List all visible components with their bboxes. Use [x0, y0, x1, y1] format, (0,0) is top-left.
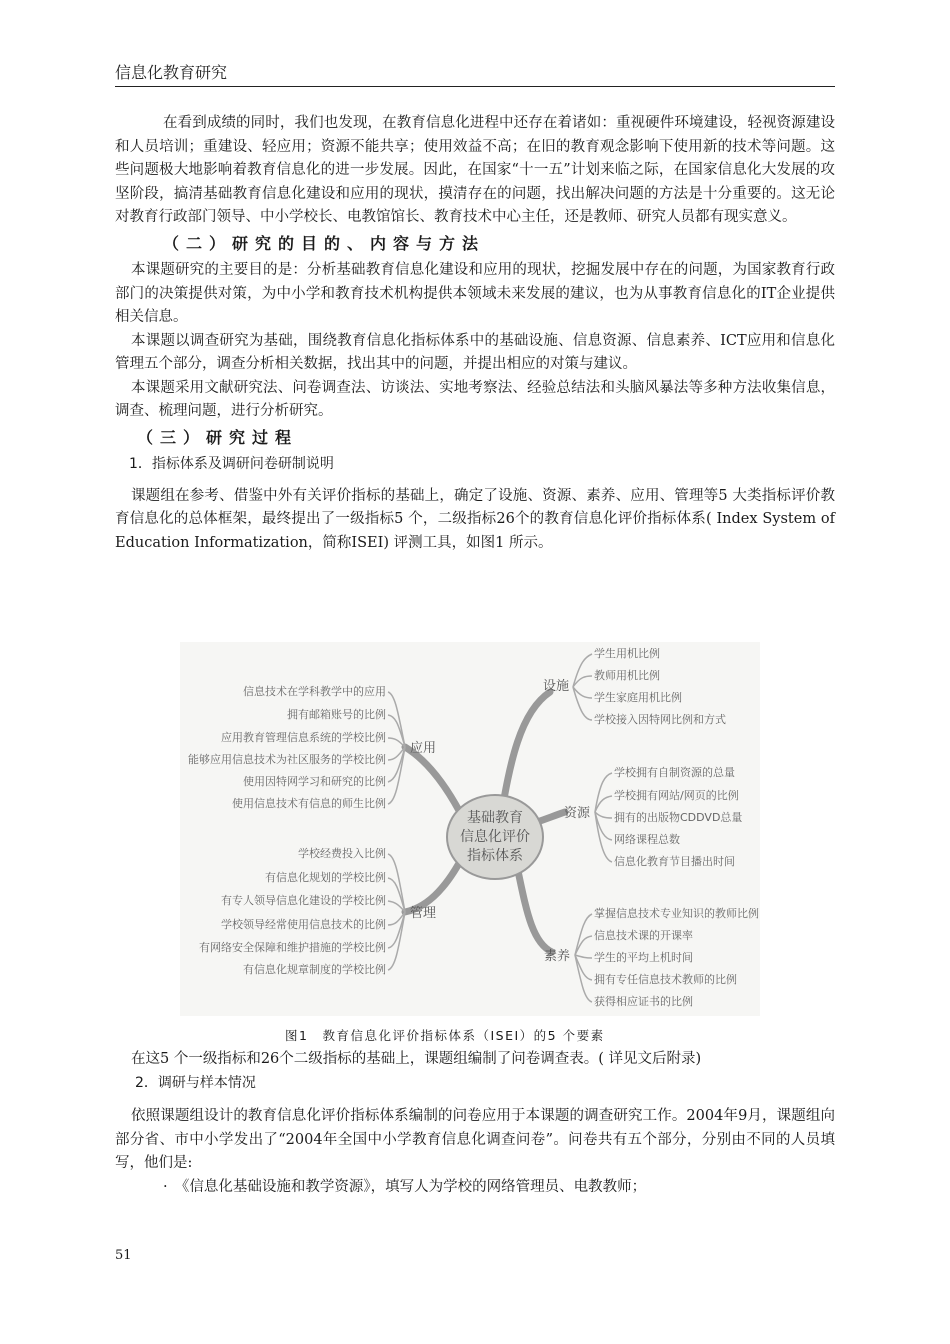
mindmap-item: 学生家庭用机比例 [594, 691, 682, 704]
mindmap-branch-label: 应用 [410, 741, 437, 756]
page-number: 51 [115, 1248, 132, 1263]
mindmap-branch-label: 素养 [544, 949, 571, 964]
mindmap-item: 能够应用信息技术为社区服务的学校比例 [188, 753, 386, 766]
paragraph: 在这5 个一级指标和26个二级指标的基础上，课题组编制了问卷调查表。( 详见文后附录) [131, 1051, 702, 1067]
mindmap-center-line: 指标体系 [467, 848, 523, 864]
mindmap-item: 学校接入因特网比例和方式 [594, 713, 726, 726]
mindmap-item: 掌握信息技术专业知识的教师比例 [594, 907, 759, 920]
paragraph: 本课题研究的主要目的是：分析基础教育信息化建设和应用的现状，挖掘发展中存在的问题，为国家教育行政部门的决策提供对策，为中小学和教育技术机构提供本领域未来发展的建议，也为从事教育信息化的IT企业提供相关信息。 [115, 262, 835, 325]
mindmap-item: 学校经费投入比例 [298, 847, 386, 860]
mindmap-item: 拥有专任信息技术教师的比例 [594, 973, 737, 986]
mindmap-center-line: 信息化评价 [460, 829, 530, 845]
mindmap-item: 学生的平均上机时间 [594, 951, 693, 964]
mindmap-item: 使用因特网学习和研究的比例 [243, 775, 386, 788]
figure-mindmap [180, 642, 760, 1016]
mindmap-item: 有信息化规划的学校比例 [265, 871, 386, 884]
running-header [115, 62, 835, 87]
paragraph: 本课题以调查研究为基础，围绕教育信息化指标体系中的基础设施、信息资源、信息素养、ICT应用和信息化管理五个部分，调查分析相关数据，找出其中的问题，并提出相应的对策与建议。 [115, 332, 835, 372]
paragraph: 课题组在参考、借鉴中外有关评价指标的基础上，确定了设施、资源、素养、应用、管理等5 大类指标评价教育信息化的总体框架，最终提出了一级指标5 个，二级指标26个的教育信息化评价指标体系( Index System of Education Informatization，简称ISEI) 评测工具，如图1 所示。 [115, 487, 835, 551]
mindmap-branch-label: 设施 [543, 679, 570, 694]
mindmap-item: 学校拥有自制资源的总量 [614, 766, 735, 779]
mindmap-item: 信息技术在学科教学中的应用 [243, 685, 386, 698]
body-text-continued [115, 1048, 835, 1199]
paragraph: 依照课题组设计的教育信息化评价指标体系编制的问卷应用于本课题的调查研究工作。2004年9月，课题组向部分省、市中小学发出了“2004年全国中小学教育信息化调查问卷”。问卷共有五个部分，分别由不同的人员填写，他们是: [115, 1108, 835, 1171]
subsection-heading: 1．指标体系及调研问卷研制说明 [129, 456, 334, 472]
figure-caption: 图1 教育信息化评价指标体系（ISEI）的5 个要素 [285, 1028, 605, 1043]
mindmap-item: 应用教育管理信息系统的学校比例 [221, 731, 386, 744]
mindmap-item: 学生用机比例 [594, 647, 660, 660]
subsection-heading: 2．调研与样本情况 [135, 1074, 256, 1091]
bullet-item: · 《信息化基础设施和教学资源》，填写人为学校的网络管理员、电教教师； [163, 1178, 647, 1195]
mindmap-item: 学校拥有网站/网页的比例 [614, 789, 739, 802]
mindmap-item: 学校领导经常使用信息技术的比例 [221, 918, 386, 931]
mindmap-item: 获得相应证书的比例 [594, 995, 693, 1008]
mindmap-item: 使用信息技术有信息的师生比例 [232, 797, 386, 810]
mindmap-item: 信息技术课的开课率 [594, 929, 693, 942]
mindmap-branch-label: 资源 [564, 806, 591, 821]
paragraph: 本课题采用文献研究法、问卷调查法、访谈法、实地考察法、经验总结法和头脑风暴法等多种方法收集信息，调查、梳理问题，进行分析研究。 [115, 379, 835, 419]
mindmap-item: 教师用机比例 [594, 669, 660, 682]
mindmap-item: 拥有邮箱账号的比例 [287, 708, 386, 721]
mindmap-item: 有信息化规章制度的学校比例 [243, 963, 386, 976]
mindmap-center-line: 基础教育 [467, 810, 523, 826]
paragraph: 在看到成绩的同时，我们也发现，在教育信息化进程中还存在着诸如：重视硬件环境建设，轻视资源建设和人员培训；重建设、轻应用；资源不能共享；使用效益不高；在旧的教育观念影响下使用新的技术等问题。这些问题极大地影响着教育信息化的进一步发展。因此，在国家“十一五”计划来临之际，在国家信息化大发展的攻坚阶段，搞清基础教育信息化建设和应用的现状，摸清存在的问题，找出解决问题的方法是十分重要的。这无论对教育行政部门领导、中小学校长、电教馆馆长、教育技术中心主任，还是教师、研究人员都有现实意义。 [115, 115, 835, 225]
mindmap-item: 有网络安全保障和维护措施的学校比例 [199, 941, 386, 954]
section-heading: （二）研究的目的、内容与方法 [163, 233, 486, 253]
mindmap-item: 拥有的出版物CDDVD总量 [614, 811, 743, 824]
section-heading: （三）研究过程 [137, 427, 299, 447]
body-text [115, 112, 835, 555]
mindmap-item: 有专人领导信息化建设的学校比例 [221, 894, 386, 907]
mindmap-item: 信息化教育节目播出时间 [614, 855, 735, 868]
mindmap-item: 网络课程总数 [614, 833, 680, 846]
mindmap-branch-label: 管理 [410, 906, 437, 921]
journal-title: 信息化教育研究 [115, 63, 228, 82]
